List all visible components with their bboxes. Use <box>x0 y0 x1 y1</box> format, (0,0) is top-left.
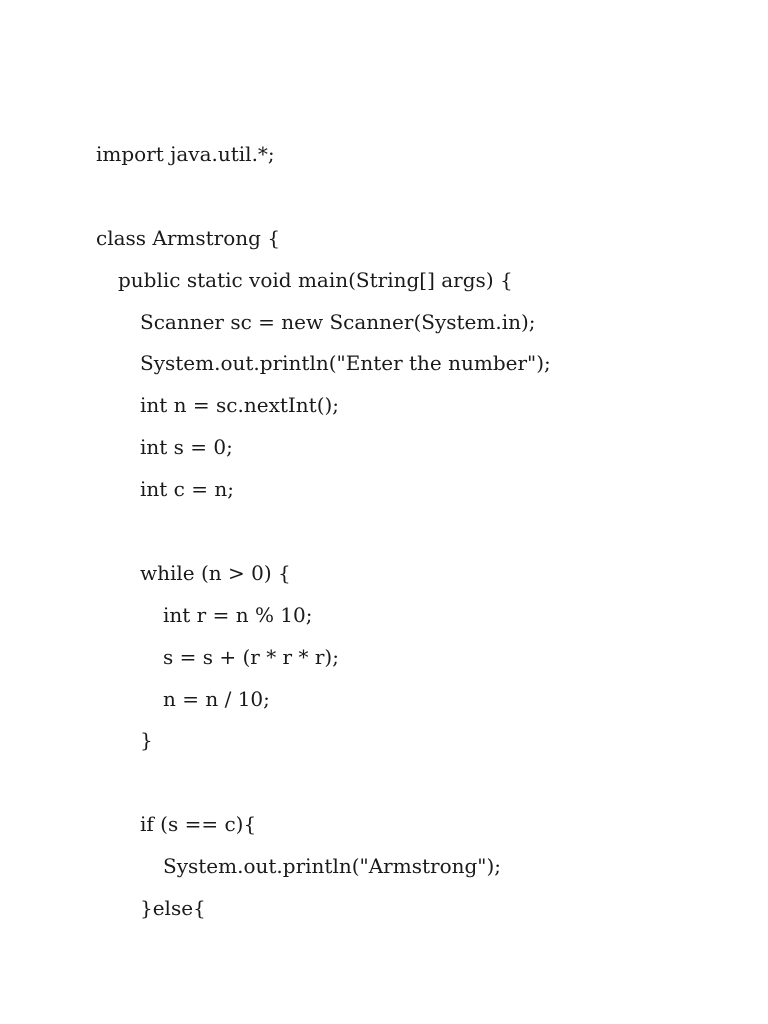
code-line <box>96 762 551 804</box>
code-line: System.out.println("Armstrong"); <box>163 854 502 879</box>
code-line: class Armstrong { <box>96 225 281 250</box>
code-line: while (n > 0) { <box>140 560 291 585</box>
code-line: int c = n; <box>140 477 234 502</box>
code-line: }else{ <box>140 896 206 921</box>
code-line: n = n / 10; <box>163 686 270 711</box>
java-code-block <box>96 134 551 930</box>
code-line: if (s == c){ <box>140 812 257 837</box>
code-line: } <box>140 728 153 753</box>
code-line: int r = n % 10; <box>163 602 313 627</box>
code-line: int n = sc.nextInt(); <box>140 393 340 418</box>
code-line <box>96 511 551 553</box>
code-line: System.out.println("Enter the number"); <box>140 351 551 376</box>
code-line: Scanner sc = new Scanner(System.in); <box>140 309 536 334</box>
code-line: import java.util.*; <box>96 142 275 166</box>
code-line: int s = 0; <box>140 435 233 460</box>
code-line: public static void main(String[] args) { <box>118 267 513 292</box>
code-line <box>96 176 551 218</box>
code-line: s = s + (r * r * r); <box>163 644 339 669</box>
